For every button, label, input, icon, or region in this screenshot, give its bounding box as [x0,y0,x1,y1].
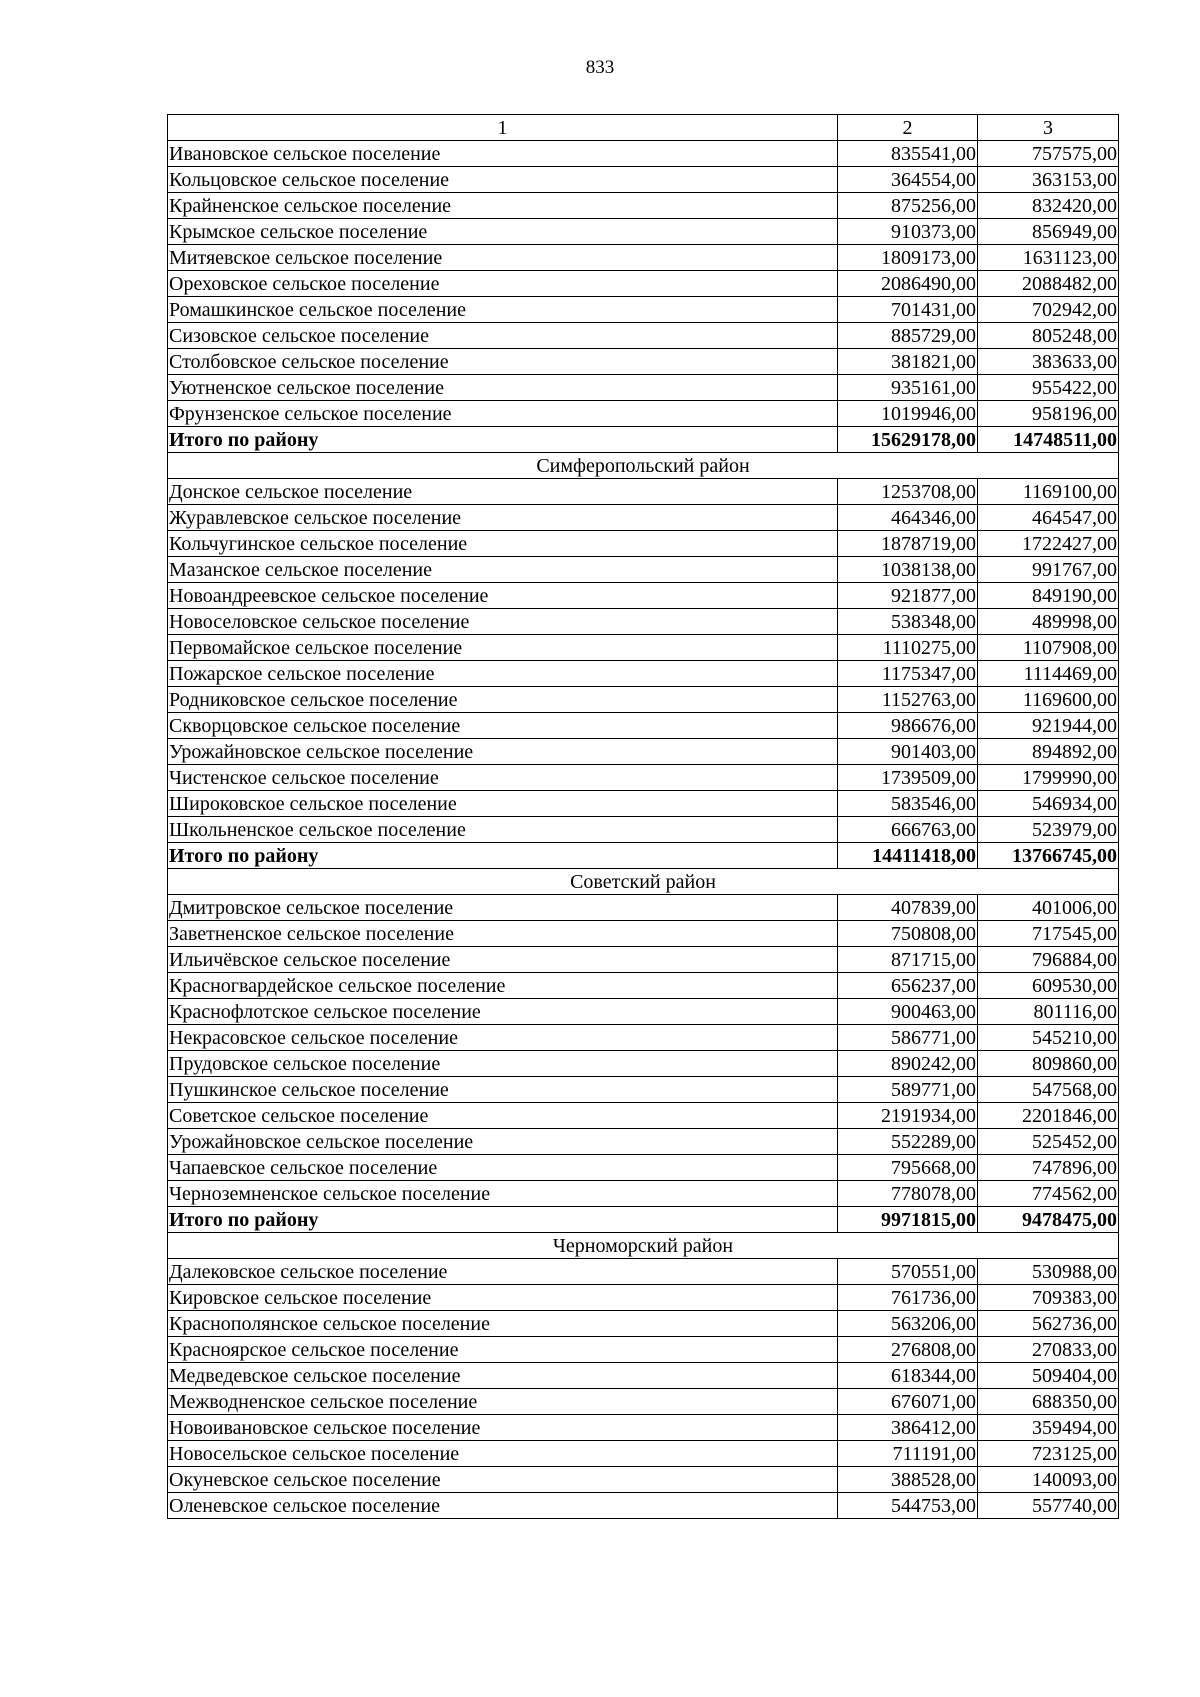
value-col-3: 1722427,00 [978,531,1119,557]
value-col-3: 383633,00 [978,349,1119,375]
value-col-2: 761736,00 [838,1285,978,1311]
value-col-3: 1169600,00 [978,687,1119,713]
settlement-name: Ореховское сельское поселение [168,271,838,297]
value-col-2: 871715,00 [838,947,978,973]
settlement-name: Кировское сельское поселение [168,1285,838,1311]
table-row [168,167,1119,193]
settlement-name: Кольчугинское сельское поселение [168,531,838,557]
settlement-name: Ромашкинское сельское поселение [168,297,838,323]
value-col-3: 546934,00 [978,791,1119,817]
section-header-row [168,453,1119,479]
settlement-name: Черноземненское сельское поселение [168,1181,838,1207]
value-col-2: 9971815,00 [838,1207,978,1233]
value-col-2: 407839,00 [838,895,978,921]
value-col-2: 900463,00 [838,999,978,1025]
settlement-name: Крайненское сельское поселение [168,193,838,219]
table-row [168,1103,1119,1129]
settlement-name: Новоивановское сельское поселение [168,1415,838,1441]
value-col-2: 364554,00 [838,167,978,193]
value-col-3: 688350,00 [978,1389,1119,1415]
value-col-3: 796884,00 [978,947,1119,973]
value-col-3: 140093,00 [978,1467,1119,1493]
value-col-3: 14748511,00 [978,427,1119,453]
value-col-2: 15629178,00 [838,427,978,453]
header-col-1: 1 [168,115,838,141]
settlement-name: Широковское сельское поселение [168,791,838,817]
table-row [168,271,1119,297]
settlement-name: Пушкинское сельское поселение [168,1077,838,1103]
value-col-3: 13766745,00 [978,843,1119,869]
value-col-3: 557740,00 [978,1493,1119,1519]
settlement-name: Ильичёвское сельское поселение [168,947,838,973]
table-row [168,141,1119,167]
value-col-3: 545210,00 [978,1025,1119,1051]
table-row [168,1389,1119,1415]
total-row [168,843,1119,869]
value-col-3: 709383,00 [978,1285,1119,1311]
value-col-2: 2191934,00 [838,1103,978,1129]
header-row [168,115,1119,141]
value-col-2: 544753,00 [838,1493,978,1519]
settlement-name: Новоандреевское сельское поселение [168,583,838,609]
value-col-2: 890242,00 [838,1051,978,1077]
settlement-name: Урожайновское сельское поселение [168,1129,838,1155]
table-row [168,1441,1119,1467]
value-col-3: 9478475,00 [978,1207,1119,1233]
table-row [168,583,1119,609]
value-col-2: 835541,00 [838,141,978,167]
value-col-3: 2201846,00 [978,1103,1119,1129]
table-row [168,1259,1119,1285]
section-header-row [168,869,1119,895]
settlement-name: Заветненское сельское поселение [168,921,838,947]
settlement-name: Межводненское сельское поселение [168,1389,838,1415]
settlement-name: Новосельское сельское поселение [168,1441,838,1467]
value-col-3: 991767,00 [978,557,1119,583]
value-col-2: 552289,00 [838,1129,978,1155]
total-row [168,427,1119,453]
value-col-2: 386412,00 [838,1415,978,1441]
value-col-2: 921877,00 [838,583,978,609]
value-col-2: 875256,00 [838,193,978,219]
section-title: Советский район [168,869,1119,895]
value-col-2: 586771,00 [838,1025,978,1051]
table-body [168,141,1119,1519]
value-col-2: 901403,00 [838,739,978,765]
header-col-2: 2 [838,115,978,141]
table-row [168,713,1119,739]
value-col-2: 1152763,00 [838,687,978,713]
value-col-2: 14411418,00 [838,843,978,869]
settlement-name: Крымское сельское поселение [168,219,838,245]
table-row [168,1337,1119,1363]
value-col-3: 757575,00 [978,141,1119,167]
settlement-name: Уютненское сельское поселение [168,375,838,401]
table-row [168,219,1119,245]
section-title: Симферопольский район [168,453,1119,479]
settlement-name: Медведевское сельское поселение [168,1363,838,1389]
value-col-3: 562736,00 [978,1311,1119,1337]
settlement-name: Кольцовское сельское поселение [168,167,838,193]
value-col-3: 525452,00 [978,1129,1119,1155]
value-col-3: 270833,00 [978,1337,1119,1363]
table-row [168,947,1119,973]
value-col-3: 1631123,00 [978,245,1119,271]
table-row [168,765,1119,791]
value-col-3: 809860,00 [978,1051,1119,1077]
settlement-name: Школьненское сельское поселение [168,817,838,843]
table-row [168,609,1119,635]
table-row [168,323,1119,349]
section-title: Черноморский район [168,1233,1119,1259]
value-col-2: 701431,00 [838,297,978,323]
value-col-2: 276808,00 [838,1337,978,1363]
value-col-2: 381821,00 [838,349,978,375]
settlement-name: Чистенское сельское поселение [168,765,838,791]
settlement-name: Оленевское сельское поселение [168,1493,838,1519]
settlement-name: Столбовское сельское поселение [168,349,838,375]
value-col-2: 656237,00 [838,973,978,999]
table-row [168,1025,1119,1051]
settlement-name: Скворцовское сельское поселение [168,713,838,739]
settlement-name: Красногвардейское сельское поселение [168,973,838,999]
table-row [168,1077,1119,1103]
value-col-2: 563206,00 [838,1311,978,1337]
value-col-3: 1169100,00 [978,479,1119,505]
settlement-name: Сизовское сельское поселение [168,323,838,349]
value-col-3: 547568,00 [978,1077,1119,1103]
value-col-3: 849190,00 [978,583,1119,609]
value-col-3: 717545,00 [978,921,1119,947]
value-col-2: 1739509,00 [838,765,978,791]
table-row [168,479,1119,505]
value-col-2: 1878719,00 [838,531,978,557]
total-label: Итого по району [168,1207,838,1233]
value-col-2: 538348,00 [838,609,978,635]
value-col-2: 1019946,00 [838,401,978,427]
table-row [168,245,1119,271]
value-col-3: 509404,00 [978,1363,1119,1389]
value-col-2: 618344,00 [838,1363,978,1389]
value-col-3: 1799990,00 [978,765,1119,791]
value-col-3: 489998,00 [978,609,1119,635]
value-col-3: 955422,00 [978,375,1119,401]
settlement-name: Донское сельское поселение [168,479,838,505]
settlement-name: Митяевское сельское поселение [168,245,838,271]
value-col-3: 801116,00 [978,999,1119,1025]
value-col-3: 1107908,00 [978,635,1119,661]
table-row [168,1051,1119,1077]
settlement-name: Окуневское сельское поселение [168,1467,838,1493]
value-col-2: 464346,00 [838,505,978,531]
value-col-3: 774562,00 [978,1181,1119,1207]
settlement-name: Прудовское сельское поселение [168,1051,838,1077]
value-col-3: 401006,00 [978,895,1119,921]
table-row [168,401,1119,427]
table-row [168,1155,1119,1181]
value-col-2: 666763,00 [838,817,978,843]
value-col-3: 609530,00 [978,973,1119,999]
table-row [168,999,1119,1025]
value-col-3: 832420,00 [978,193,1119,219]
value-col-2: 795668,00 [838,1155,978,1181]
value-col-3: 1114469,00 [978,661,1119,687]
value-col-3: 530988,00 [978,1259,1119,1285]
settlement-name: Мазанское сельское поселение [168,557,838,583]
value-col-2: 589771,00 [838,1077,978,1103]
value-col-3: 363153,00 [978,167,1119,193]
settlement-name: Новоселовское сельское поселение [168,609,838,635]
total-row [168,1207,1119,1233]
table-row [168,1493,1119,1519]
value-col-2: 570551,00 [838,1259,978,1285]
page-number: 833 [585,57,615,78]
table-row [168,895,1119,921]
value-col-2: 1253708,00 [838,479,978,505]
section-header-row [168,1233,1119,1259]
table-row [168,1415,1119,1441]
settlement-name: Пожарское сельское поселение [168,661,838,687]
value-col-3: 894892,00 [978,739,1119,765]
value-col-3: 958196,00 [978,401,1119,427]
value-col-3: 523979,00 [978,817,1119,843]
settlement-name: Некрасовское сельское поселение [168,1025,838,1051]
value-col-3: 856949,00 [978,219,1119,245]
budget-table [167,114,1119,1519]
table-row [168,1311,1119,1337]
table-row [168,505,1119,531]
settlement-name: Советское сельское поселение [168,1103,838,1129]
settlement-name: Первомайское сельское поселение [168,635,838,661]
table-row [168,1363,1119,1389]
table-row [168,817,1119,843]
value-col-2: 1809173,00 [838,245,978,271]
settlement-name: Урожайновское сельское поселение [168,739,838,765]
table-row [168,791,1119,817]
value-col-3: 921944,00 [978,713,1119,739]
table-row [168,661,1119,687]
table-row [168,687,1119,713]
settlement-name: Дмитровское сельское поселение [168,895,838,921]
settlement-name: Родниковское сельское поселение [168,687,838,713]
settlement-name: Ивановское сельское поселение [168,141,838,167]
value-col-3: 464547,00 [978,505,1119,531]
value-col-2: 676071,00 [838,1389,978,1415]
value-col-3: 702942,00 [978,297,1119,323]
value-col-2: 1038138,00 [838,557,978,583]
table-row [168,531,1119,557]
value-col-3: 723125,00 [978,1441,1119,1467]
settlement-name: Чапаевское сельское поселение [168,1155,838,1181]
value-col-2: 778078,00 [838,1181,978,1207]
table-row [168,297,1119,323]
value-col-3: 747896,00 [978,1155,1119,1181]
settlement-name: Краснофлотское сельское поселение [168,999,838,1025]
value-col-2: 2086490,00 [838,271,978,297]
table-row [168,1467,1119,1493]
value-col-2: 986676,00 [838,713,978,739]
table-row [168,739,1119,765]
value-col-3: 2088482,00 [978,271,1119,297]
value-col-3: 359494,00 [978,1415,1119,1441]
table-row [168,557,1119,583]
table-row [168,921,1119,947]
header-col-3: 3 [978,115,1119,141]
table-row [168,973,1119,999]
value-col-2: 583546,00 [838,791,978,817]
value-col-3: 805248,00 [978,323,1119,349]
table-row [168,1285,1119,1311]
table-row [168,375,1119,401]
value-col-2: 1110275,00 [838,635,978,661]
table-row [168,193,1119,219]
value-col-2: 885729,00 [838,323,978,349]
table-row [168,349,1119,375]
settlement-name: Далековское сельское поселение [168,1259,838,1285]
table-row [168,1129,1119,1155]
table-row [168,635,1119,661]
table-row [168,1181,1119,1207]
settlement-name: Красноярское сельское поселение [168,1337,838,1363]
value-col-2: 910373,00 [838,219,978,245]
value-col-2: 388528,00 [838,1467,978,1493]
value-col-2: 1175347,00 [838,661,978,687]
settlement-name: Журавлевское сельское поселение [168,505,838,531]
settlement-name: Краснополянское сельское поселение [168,1311,838,1337]
total-label: Итого по району [168,843,838,869]
value-col-2: 935161,00 [838,375,978,401]
total-label: Итого по району [168,427,838,453]
value-col-2: 750808,00 [838,921,978,947]
settlement-name: Фрунзенское сельское поселение [168,401,838,427]
value-col-2: 711191,00 [838,1441,978,1467]
